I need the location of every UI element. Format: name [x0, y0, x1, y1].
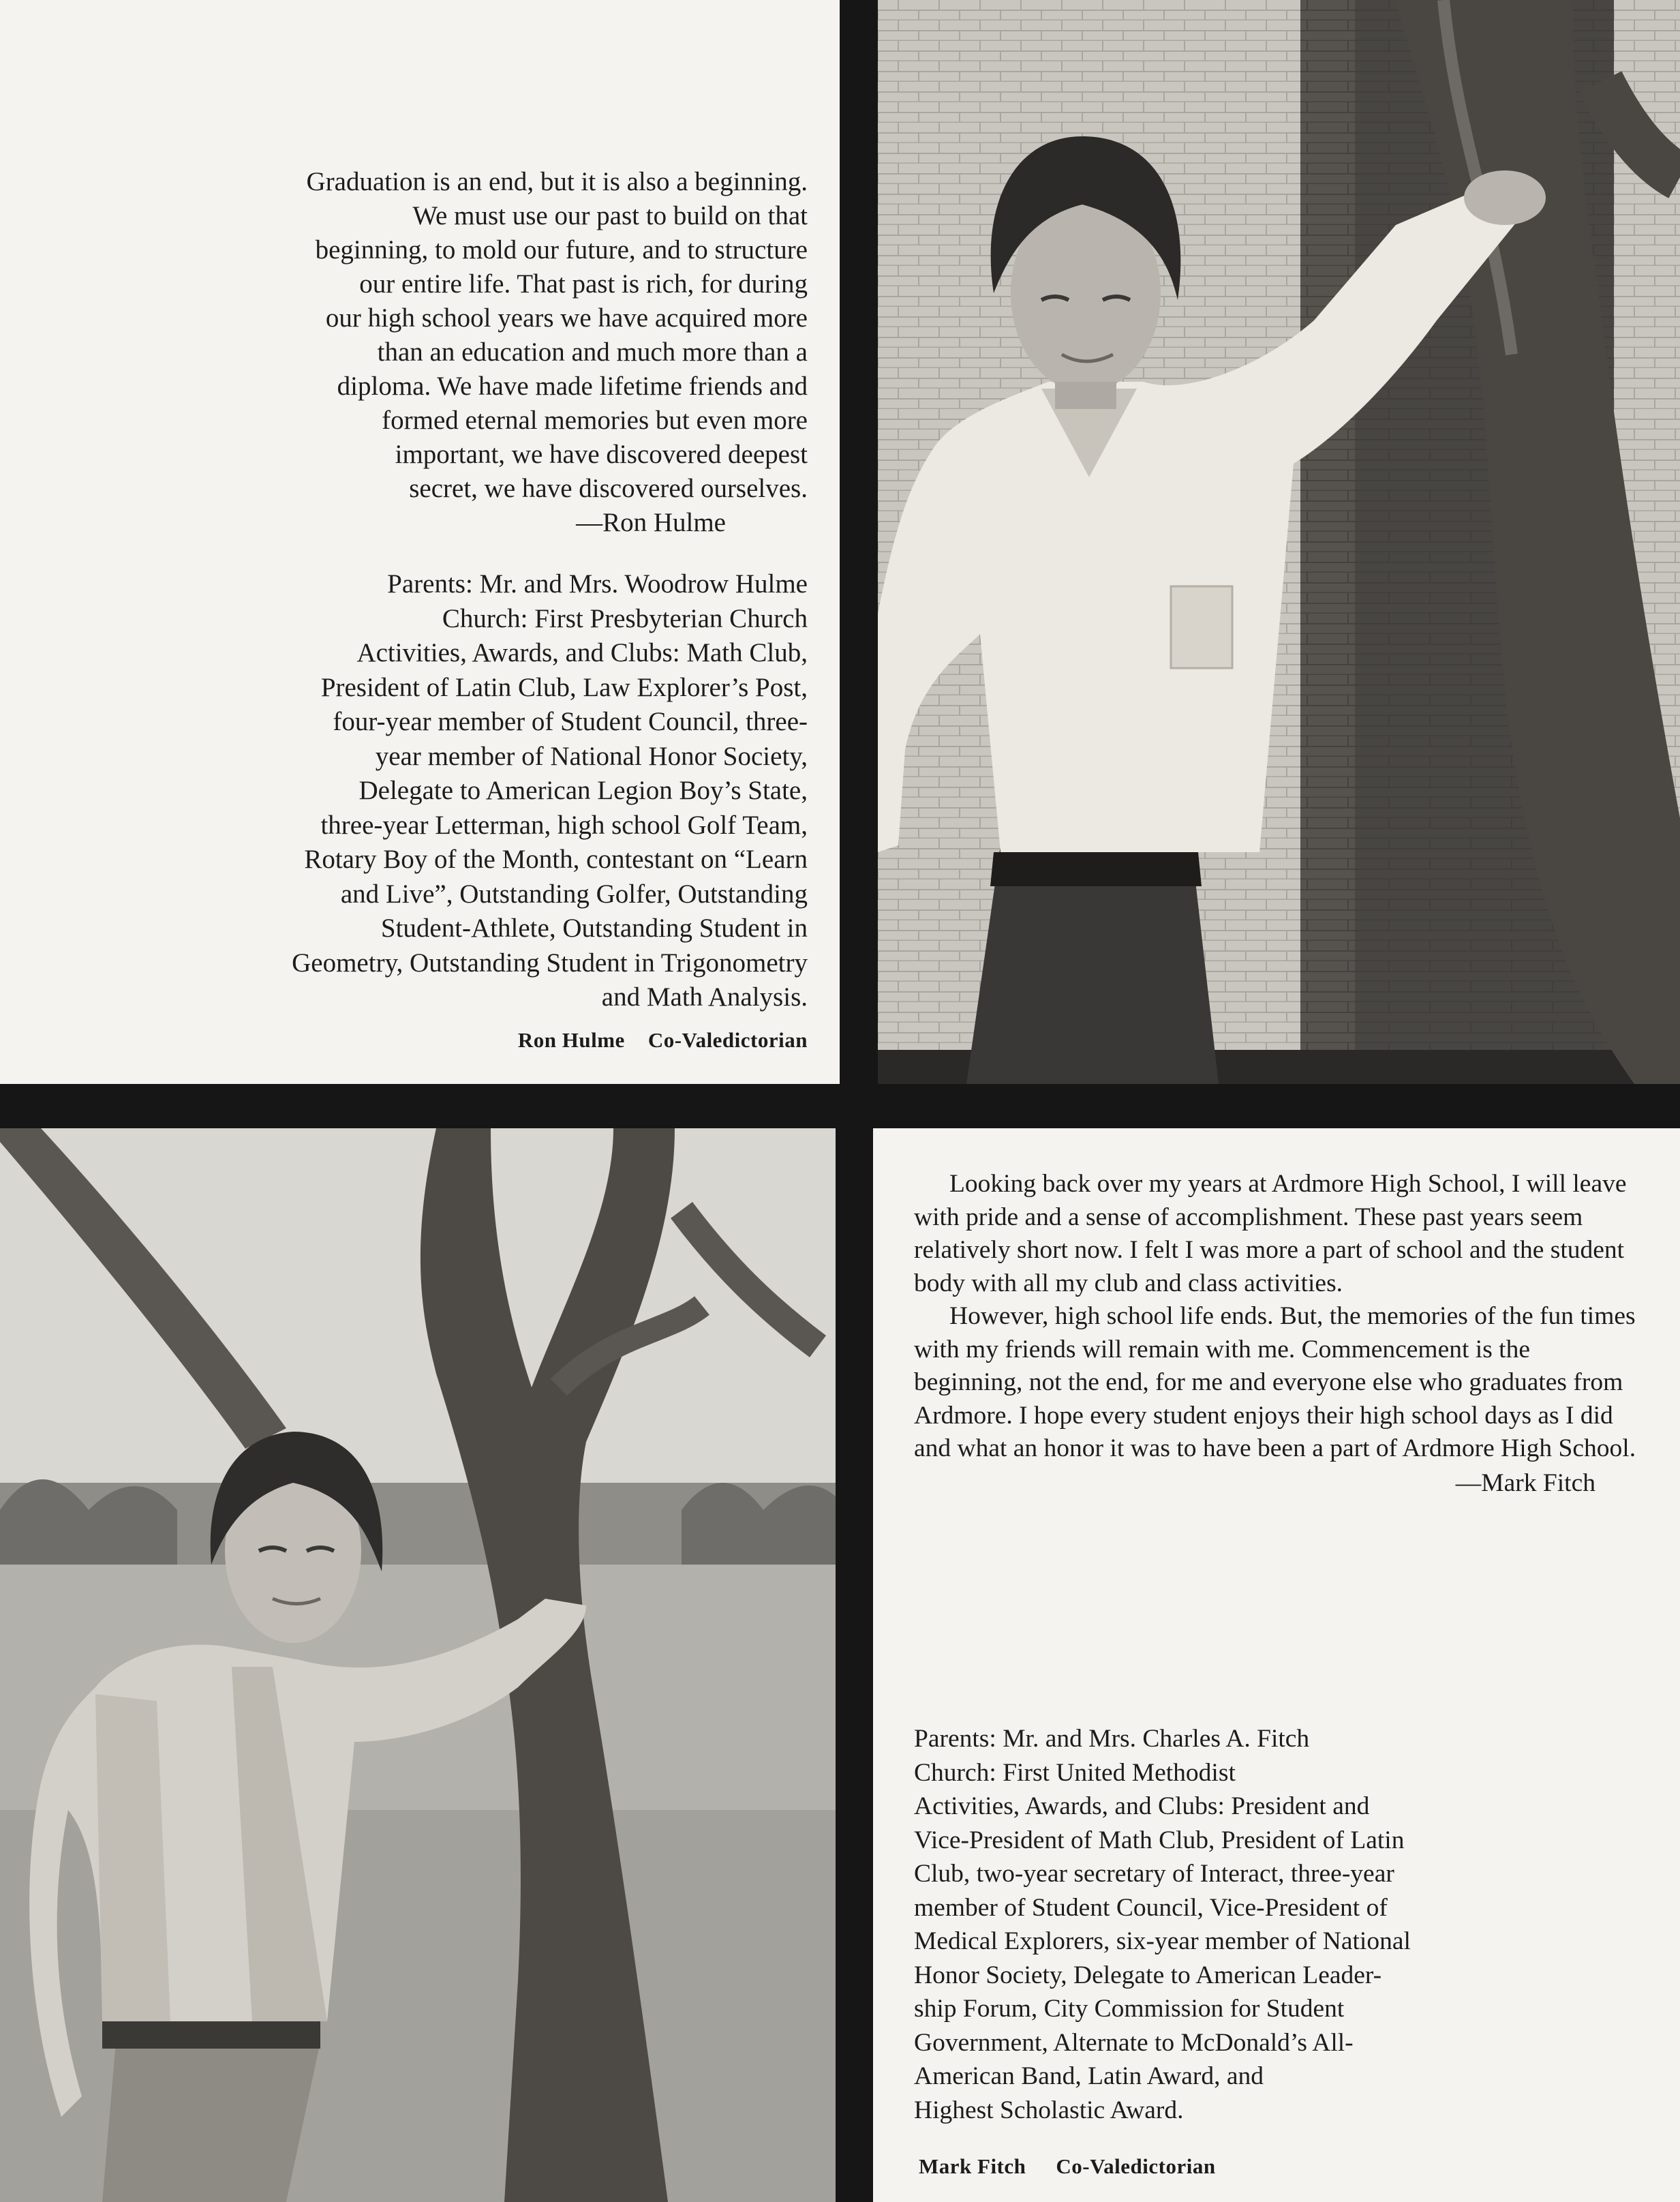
- ron-hulme-info: [136, 567, 808, 1015]
- essay-line: our entire life. That past is rich, for during: [359, 269, 808, 299]
- essay-line: important, we have discovered deepest: [395, 440, 808, 469]
- essay-line: diploma. We have made lifetime friends and: [337, 372, 808, 401]
- ron-hulme-essay: [136, 165, 808, 540]
- mark-fitch-caption: [919, 2154, 1216, 2179]
- essay-paragraph-1: Looking back over my years at Ardmore High School, I will leave with pride and a sense of accomplishment. These past years seem relatively short now. I felt I was more a part of school and the student body with all my club and class activities.: [914, 1170, 1627, 1297]
- info-line: Government, Alternate to McDonald’s All-: [914, 2028, 1354, 2057]
- info-line: Church: First Presbyterian Church: [442, 603, 808, 633]
- ron-hulme-text-panel: [0, 0, 840, 1084]
- ron-hulme-caption: [518, 1028, 808, 1053]
- info-line: Student-Athlete, Outstanding Student in: [380, 914, 808, 943]
- essay-line: than an education and much more than a: [377, 337, 808, 367]
- info-line: American Band, Latin Award, and: [914, 2062, 1264, 2090]
- info-line: Honor Society, Delegate to American Leader-: [914, 1961, 1382, 1989]
- mark-fitch-photo-illustration: [0, 1128, 836, 2202]
- mark-fitch-text-panel: [873, 1128, 1680, 2202]
- info-line: Activities, Awards, and Clubs: President and: [914, 1792, 1370, 1820]
- info-line: Geometry, Outstanding Student in Trigonometry: [292, 948, 808, 978]
- info-line: Medical Explorers, six-year member of National: [914, 1927, 1411, 1955]
- info-line: Activities, Awards, and Clubs: Math Club,: [356, 638, 808, 667]
- essay-line: Graduation is an end, but it is also a beginning.: [306, 167, 808, 196]
- essay-line: formed eternal memories but even more: [382, 406, 808, 435]
- info-line: Parents: Mr. and Mrs. Charles A. Fitch: [914, 1725, 1310, 1753]
- info-line: Parents: Mr. and Mrs. Woodrow Hulme: [387, 569, 808, 599]
- mark-fitch-photo: [0, 1128, 836, 2202]
- caption-title: Co-Valedictorian: [647, 1028, 808, 1052]
- info-line: Delegate to American Legion Boy’s State,: [358, 776, 808, 805]
- info-line: Vice-President of Math Club, President of Latin: [914, 1826, 1405, 1854]
- info-line: member of Student Council, Vice-President of: [914, 1893, 1388, 1922]
- essay-line: beginning, to mold our future, and to structure: [315, 235, 808, 265]
- info-line: ship Forum, City Commission for Student: [914, 1995, 1345, 2023]
- essay-line: our high school years we have acquired more: [325, 303, 808, 333]
- info-line: Highest Scholastic Award.: [914, 2096, 1184, 2124]
- mark-fitch-essay: [914, 1168, 1636, 1500]
- info-line: and Live”, Outstanding Golfer, Outstanding: [340, 879, 808, 909]
- mark-fitch-signature: —Mark Fitch: [1455, 1468, 1595, 1497]
- essay-paragraph-2: However, high school life ends. But, the memories of the fun times with my friends will remain with me. Commencement is the beginning, not the end, for me and everyone else who graduates from Ardmore. I hope every student enjoys their high school days as I did and what an honor it was to have been a part of Ardmore High School.: [914, 1302, 1636, 1462]
- caption-name: Mark Fitch: [919, 2154, 1026, 2178]
- info-line: four-year member of Student Council, three-: [333, 707, 808, 736]
- info-line: President of Latin Club, Law Explorer’s Post,: [320, 672, 808, 702]
- essay-line: We must use our past to build on that: [412, 201, 808, 230]
- essay-line: secret, we have discovered ourselves.: [409, 474, 808, 503]
- info-line: year member of National Honor Society,: [375, 741, 808, 771]
- caption-title: Co-Valedictorian: [1056, 2154, 1216, 2178]
- ron-hulme-photo-illustration: [878, 0, 1680, 1084]
- info-line: Rotary Boy of the Month, contestant on “Learn: [304, 845, 808, 874]
- mark-fitch-info: [914, 1722, 1643, 2127]
- ron-hulme-signature: —Ron Hulme: [576, 508, 726, 537]
- info-line: Church: First United Methodist: [914, 1758, 1236, 1787]
- info-line: Club, two-year secretary of Interact, three-year: [914, 1860, 1394, 1888]
- info-line: and Math Analysis.: [601, 982, 808, 1012]
- caption-name: Ron Hulme: [517, 1028, 625, 1052]
- info-line: three-year Letterman, high school Golf Team,: [320, 810, 808, 840]
- ron-hulme-photo: [878, 0, 1680, 1084]
